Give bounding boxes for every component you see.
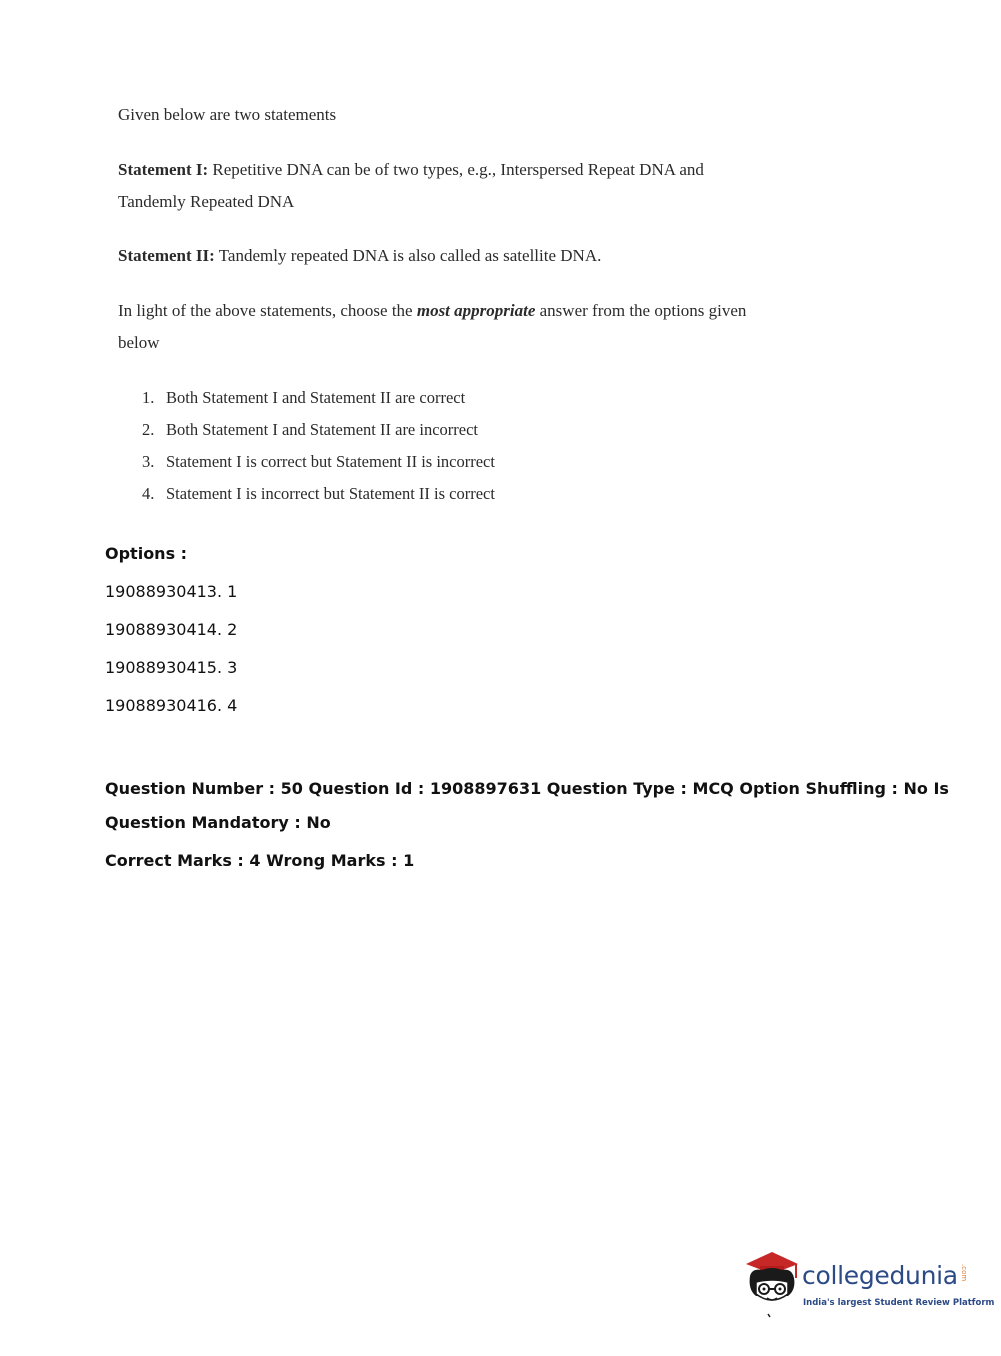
choice-number: 2. <box>142 420 155 439</box>
statement-1-line-b: Tandemly Repeated DNA <box>118 192 295 211</box>
question-prompt-line-a <box>118 300 746 322</box>
choice-number: 1. <box>142 388 155 407</box>
choice-number: 4. <box>142 484 155 503</box>
mascot-icon <box>742 1250 802 1320</box>
option-item: 19088930415. 3 <box>105 658 238 677</box>
statement-1-label: Statement I: <box>118 160 209 179</box>
choice-item <box>142 451 495 473</box>
question-meta-line-2: Question Mandatory : No <box>105 813 331 832</box>
prompt-text-a: In light of the above statements, choose the <box>118 301 417 320</box>
choice-item <box>142 483 495 505</box>
statement-2-line <box>118 245 601 267</box>
statement-1-line-a <box>118 159 704 181</box>
choice-text: Statement I is incorrect but Statement II is correct <box>166 484 495 503</box>
logo-com-text: .com <box>960 1264 968 1282</box>
option-item: 19088930414. 2 <box>105 620 238 639</box>
choice-number: 3. <box>142 452 155 471</box>
question-meta-line-3: Correct Marks : 4 Wrong Marks : 1 <box>105 851 415 870</box>
question-meta-line-1: Question Number : 50 Question Id : 1908897631 Question Type : MCQ Option Shuffling : No Is <box>105 779 949 798</box>
question-prompt-line-b: below <box>118 333 160 352</box>
question-intro: Given below are two statements <box>118 105 337 124</box>
prompt-text-b: answer from the options given <box>535 301 747 320</box>
choice-text: Both Statement I and Statement II are incorrect <box>166 420 479 439</box>
choice-text: Statement I is correct but Statement II is incorrect <box>166 452 495 471</box>
choice-text: Both Statement I and Statement II are correct <box>166 388 466 407</box>
option-item: 19088930413. 1 <box>105 582 238 601</box>
prompt-emphasis: most appropriate <box>416 301 536 320</box>
logo-brand-text: collegedunia <box>802 1261 958 1290</box>
options-heading: Options : <box>105 544 188 563</box>
choice-item <box>142 387 465 409</box>
option-item: 19088930416. 4 <box>105 696 238 715</box>
statement-2-text: Tandemly repeated DNA is also called as satellite DNA. <box>214 246 602 265</box>
statement-2-label: Statement II: <box>118 246 215 265</box>
collegedunia-logo <box>742 1250 995 1320</box>
logo-tagline: India's largest Student Review Platform <box>803 1298 995 1308</box>
choice-item <box>142 419 478 441</box>
statement-1-text: Repetitive DNA can be of two types, e.g., Interspersed Repeat DNA and <box>208 160 704 179</box>
